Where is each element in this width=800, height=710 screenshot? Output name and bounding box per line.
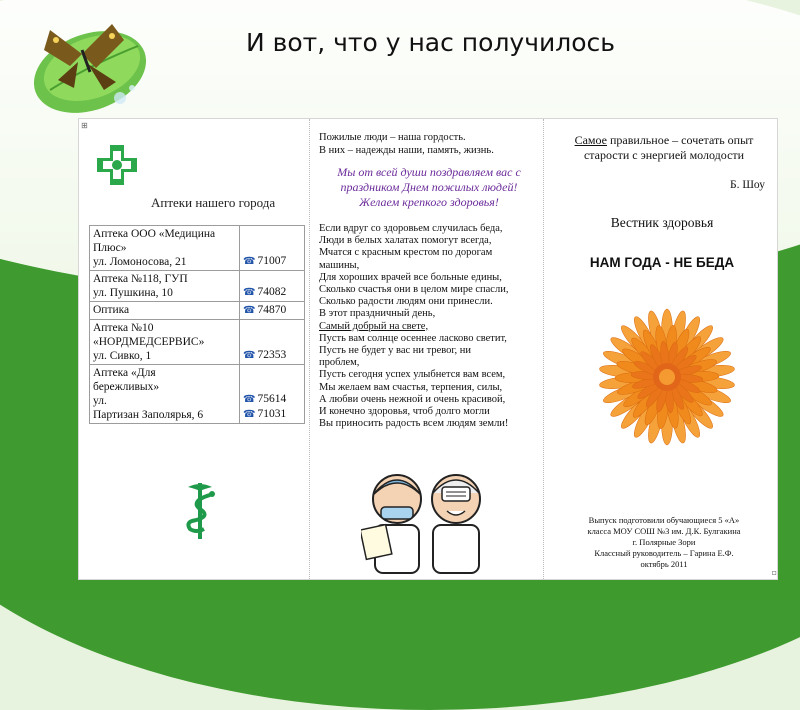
- greeting-text: [319, 165, 539, 210]
- pharmacy-name: Оптика: [93, 304, 130, 316]
- poem-line: И конечно здоровья, чтоб долго могли: [319, 406, 490, 418]
- greeting-column: [311, 119, 544, 579]
- pharmacy-address: ул.: [93, 395, 107, 407]
- flower-illustration: [587, 297, 747, 457]
- poem-line: Пусть вам солнце осеннее ласково светит,: [319, 332, 507, 344]
- intro-line: В них – надежды наши, память, жизнь.: [319, 145, 494, 156]
- resize-handle-icon: ▫: [771, 568, 777, 577]
- pharmacy-name: «НОРДМЕДСЕРВИС»: [93, 336, 205, 348]
- poem-line: В этот праздничный день,: [319, 308, 436, 320]
- poem-line: Сколько радости людям они принесли.: [319, 296, 493, 308]
- pharmacy-phone-cell: [240, 365, 305, 424]
- pharmacy-name: Аптека №118, ГУП: [93, 273, 188, 285]
- credits-line: Выпуск подготовили обучающиеся 5 «А»: [588, 515, 740, 525]
- poem-line: Люди в белых халатах помогут всегда,: [319, 235, 492, 247]
- intro-text: [319, 131, 541, 157]
- pharmacy-name: Аптека «Для: [93, 367, 156, 379]
- poem-line: машины,: [319, 259, 360, 271]
- quote: [553, 133, 775, 163]
- butterfly-leaf-icon: [20, 10, 150, 120]
- pharmacies-column: [79, 119, 310, 579]
- poem-line: Для хороших врачей все больные едины,: [319, 271, 502, 283]
- quote-line: Самое правильное – сочетать опыт: [574, 133, 754, 147]
- pharmacy-name: бережливых»: [93, 381, 160, 393]
- intro-line: Пожилые люди – наша гордость.: [319, 132, 466, 143]
- greeting-line: Желаем крепкого здоровья!: [359, 195, 499, 209]
- credits: [553, 515, 775, 570]
- slide-title: И вот, что у нас получилось: [246, 28, 615, 57]
- pharmacy-info: [90, 226, 240, 271]
- pharmacy-address: ул. Сивко, 1: [93, 350, 152, 362]
- phone-number: 74082: [257, 286, 287, 298]
- phone-icon: ☎: [243, 256, 256, 267]
- pharmacy-address: ул. Ломоносова, 21: [93, 256, 187, 268]
- pharmacy-name: Плюс»: [93, 242, 127, 254]
- greeting-line: праздником Днем пожилых людей!: [340, 180, 518, 194]
- quote-line: старости с энергией молодости: [583, 148, 745, 162]
- credits-line: г. Полярные Зори: [632, 537, 696, 547]
- poem-line: Мчатся с красным крестом по дорогам: [319, 247, 493, 259]
- pharmacy-cross-icon: [93, 141, 141, 189]
- greeting-line: Мы от всей души поздравляем вас с: [337, 165, 521, 179]
- pharmacy-address: ул. Пушкина, 10: [93, 287, 173, 299]
- phone-icon: ☎: [243, 305, 256, 316]
- credits-line: Классный руководитель – Гарина Е.Ф.: [594, 548, 734, 558]
- table-row: [90, 302, 305, 320]
- poem-line: Мы желаем вам счастья, терпения, силы,: [319, 381, 503, 393]
- pharmacies-table: [89, 225, 305, 424]
- credits-line: класса МОУ СОШ №3 им. Д.К. Булгакина: [587, 526, 741, 536]
- newsletter-document: [78, 118, 778, 580]
- table-row: [90, 226, 305, 271]
- phone-number: 72353: [257, 349, 287, 361]
- pharmacy-name: Аптека №10: [93, 322, 154, 334]
- pharmacy-info: [90, 365, 240, 424]
- poem: [319, 223, 541, 430]
- pharmacy-phone-cell: [240, 271, 305, 302]
- phone-icon: ☎: [243, 394, 256, 405]
- phone-icon: ☎: [243, 409, 256, 420]
- phone-icon: ☎: [243, 350, 256, 361]
- cover-column: [545, 119, 779, 579]
- pharmacy-phone-cell: [240, 302, 305, 320]
- pharmacy-info: [90, 271, 240, 302]
- pharmacy-name: Аптека ООО «Медицина: [93, 228, 216, 240]
- quote-author: Б. Шоу: [729, 179, 765, 191]
- poem-line: Если вдруг со здоровьем случилась беда,: [319, 223, 503, 234]
- poem-line: проблем,: [319, 357, 360, 369]
- phone-icon: ☎: [243, 287, 256, 298]
- table-anchor-icon: ⊞: [81, 121, 88, 130]
- pharmacies-title: Аптеки нашего города: [151, 195, 276, 210]
- poem-line: Сколько счастья они в целом мире спасли,: [319, 284, 509, 296]
- doctors-illustration: [361, 457, 491, 577]
- poem-line: Вы приносить радость всем людям земли!: [319, 418, 509, 430]
- pharmacy-info: [90, 320, 240, 365]
- table-row: [90, 365, 305, 424]
- caduceus-icon: [174, 479, 226, 543]
- poem-line: А любви очень нежной и очень красивой,: [319, 393, 506, 405]
- table-row: [90, 320, 305, 365]
- pharmacy-address: Партизан Заполярья, 6: [93, 409, 204, 421]
- credits-line: октябрь 2011: [640, 559, 688, 569]
- pharmacy-phone-cell: [240, 226, 305, 271]
- phone-number: 71031: [257, 408, 287, 420]
- phone-number: 74870: [257, 304, 287, 316]
- phone-number: 71007: [257, 255, 287, 267]
- poem-line: Пусть не будет у вас ни тревог, ни: [319, 345, 472, 357]
- pharmacy-info: [90, 302, 240, 320]
- headline: НАМ ГОДА - НЕ БЕДА: [589, 255, 735, 270]
- pharmacy-phone-cell: [240, 320, 305, 365]
- poem-line: Самый добрый на свете,: [319, 320, 429, 332]
- phone-number: 75614: [257, 393, 287, 405]
- table-row: [90, 271, 305, 302]
- poem-line: Пусть сегодня успех улыбнется вам всем,: [319, 369, 506, 381]
- newsletter-name: Вестник здоровья: [610, 215, 714, 230]
